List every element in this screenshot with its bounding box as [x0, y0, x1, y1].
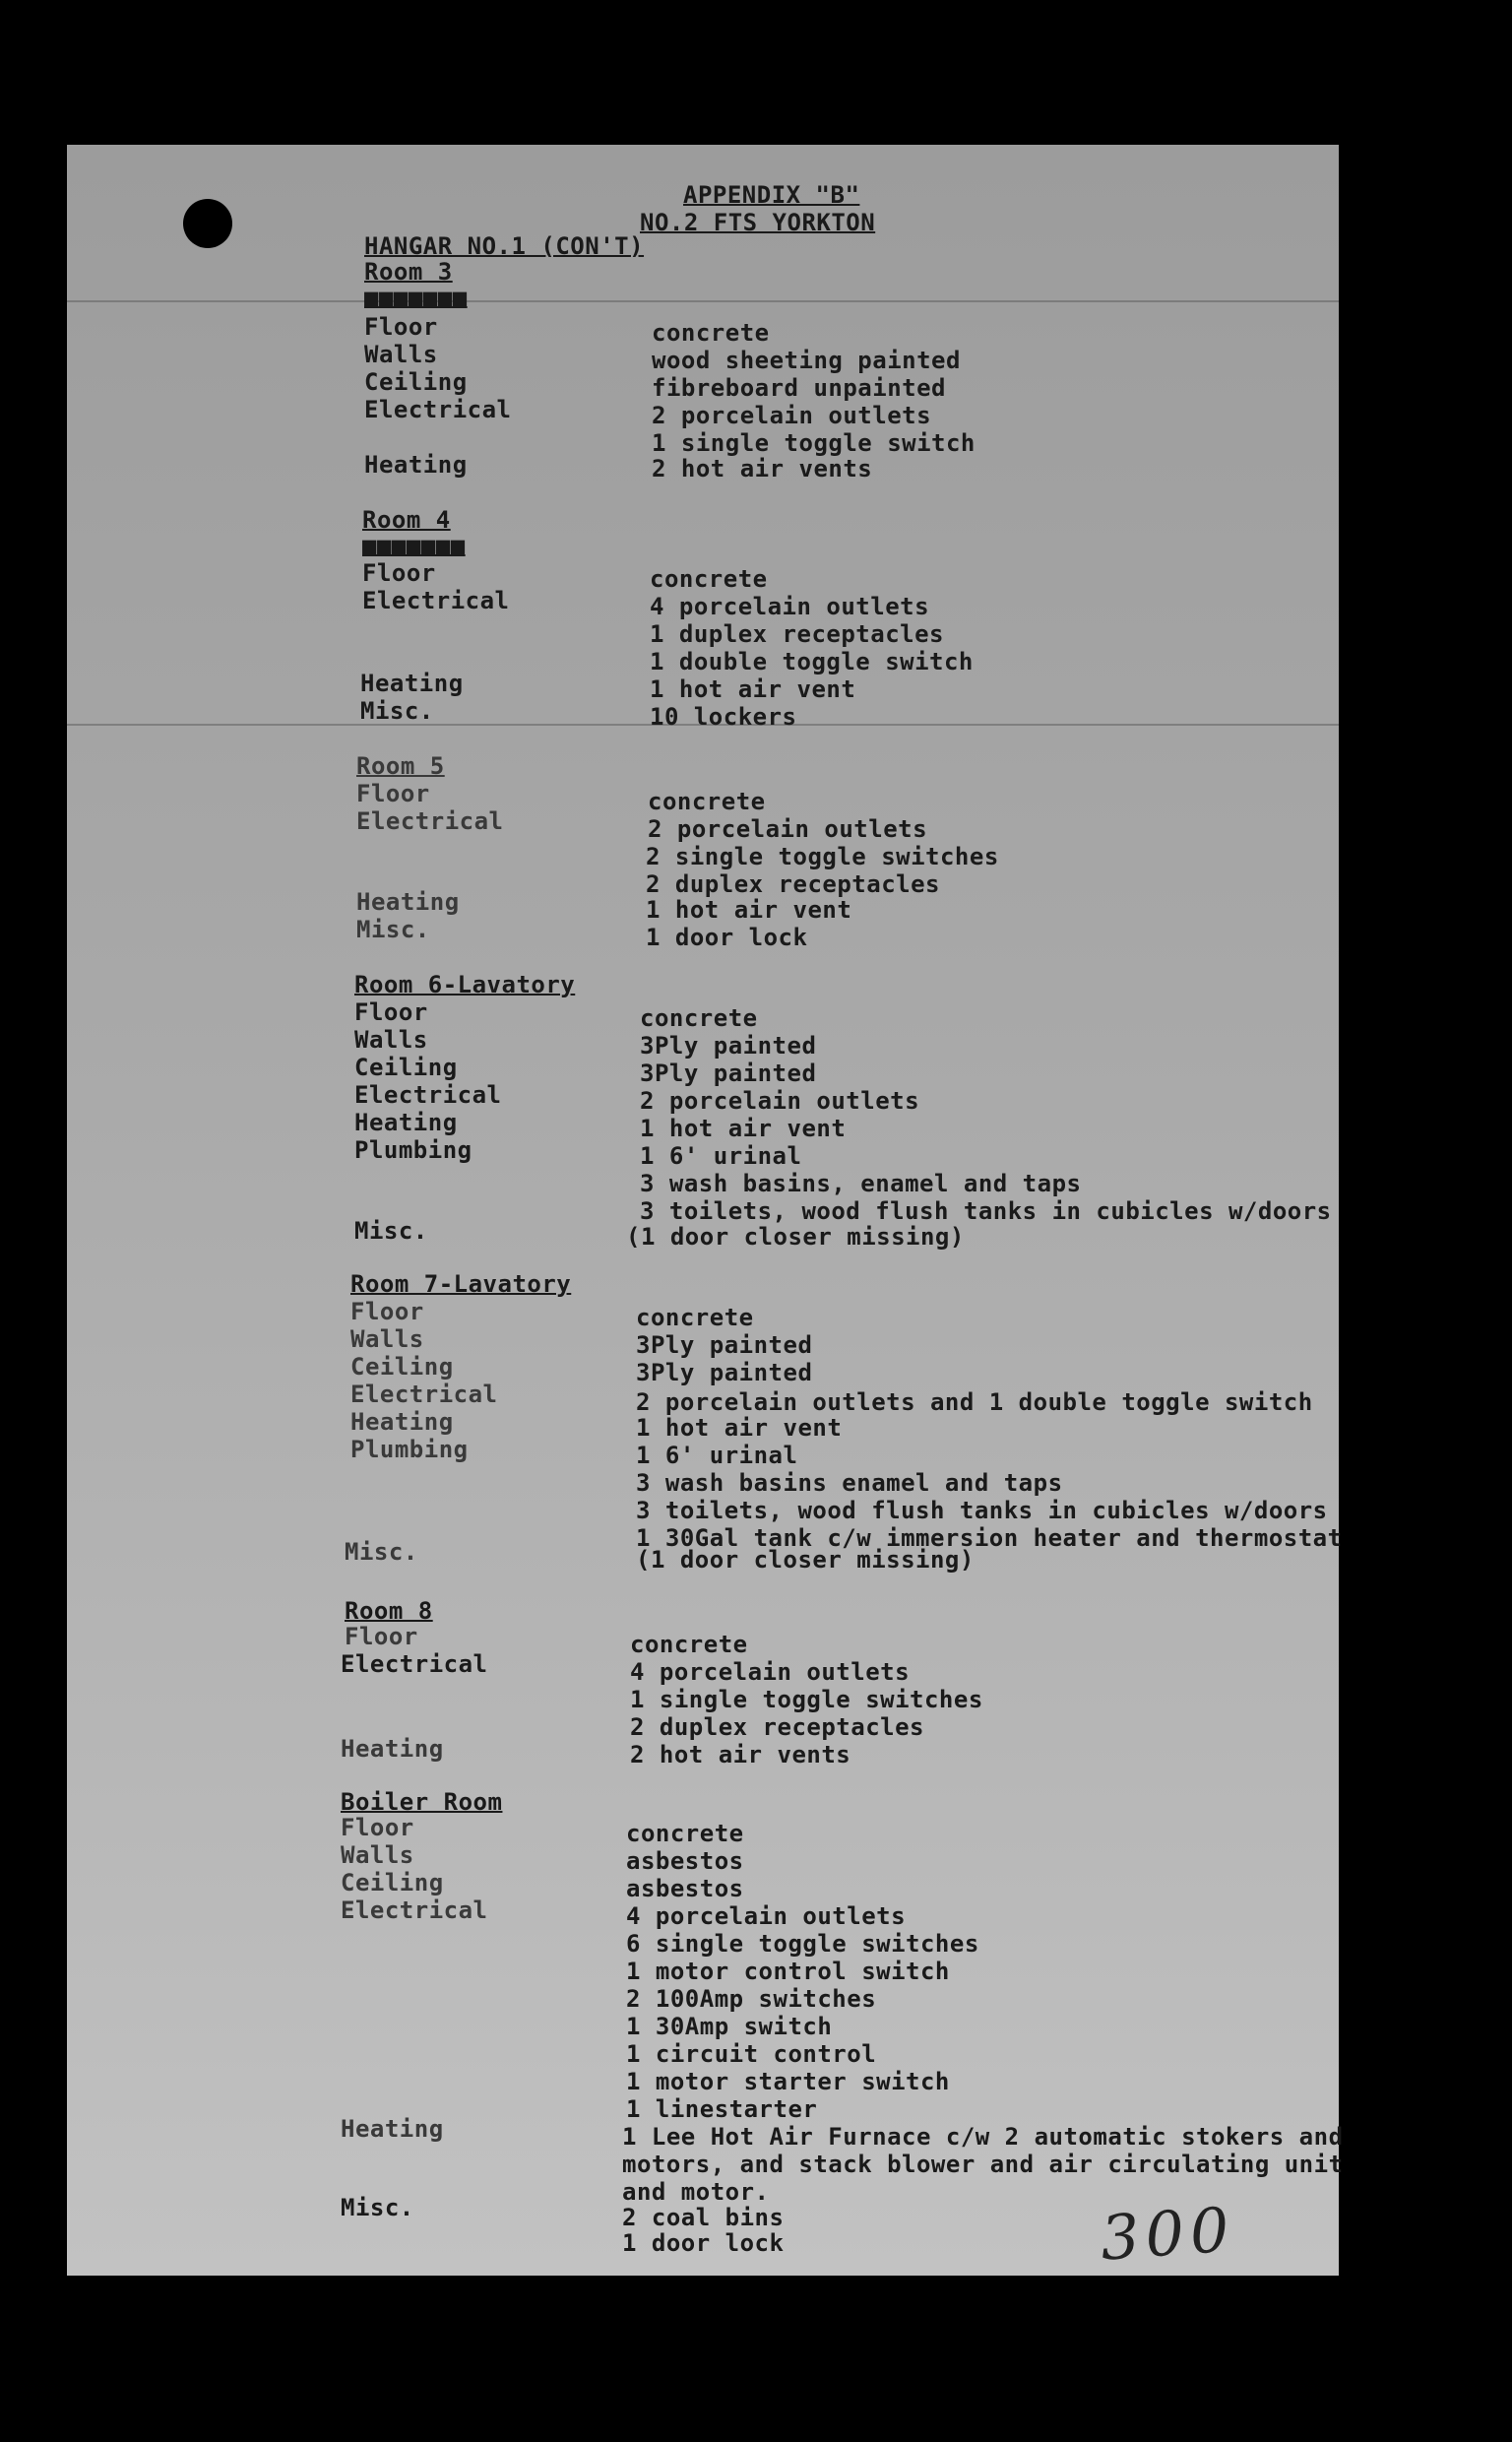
section-title-room-3: Room 3: [364, 258, 453, 286]
row-label: Ceiling: [341, 1869, 444, 1896]
row-value: 2 hot air vents: [630, 1741, 851, 1768]
row-label: Electrical: [362, 587, 510, 614]
row-value: fibreboard unpainted: [652, 374, 946, 402]
row-value: 3 wash basins, enamel and taps: [640, 1170, 1082, 1197]
row-label: Misc.: [341, 2194, 414, 2221]
row-label: Ceiling: [364, 368, 468, 396]
row-label: Heating: [350, 1408, 454, 1436]
row-value: 1 single toggle switch: [652, 429, 976, 457]
row-value: (1 door closer missing): [636, 1546, 975, 1574]
punch-hole: [183, 199, 232, 248]
row-label: Floor: [345, 1623, 418, 1650]
row-label: Floor: [362, 559, 436, 587]
fold-line: [67, 300, 1339, 302]
section-title-room-8: Room 8: [345, 1597, 433, 1625]
handwritten-page-number: 300: [1098, 2193, 1237, 2275]
row-value: 1 Lee Hot Air Furnace c/w 2 automatic stokers and: [622, 2123, 1344, 2151]
row-value: 6 single toggle switches: [626, 1930, 979, 1958]
row-label: Misc.: [354, 1217, 428, 1245]
row-label: Ceiling: [350, 1353, 454, 1381]
row-value: asbestos: [626, 1847, 744, 1875]
row-label: Electrical: [341, 1650, 488, 1678]
row-label: Floor: [341, 1814, 414, 1841]
row-label: Walls: [350, 1325, 424, 1353]
row-value: 4 porcelain outlets: [630, 1658, 911, 1686]
row-value: 1 duplex receptacles: [650, 620, 944, 648]
row-label: Misc.: [356, 916, 430, 943]
row-label: Ceiling: [354, 1054, 458, 1081]
hangar-title: HANGAR NO.1 (CON'T): [364, 232, 645, 260]
row-value: and motor.: [622, 2178, 770, 2206]
row-value: 1 circuit control: [626, 2040, 877, 2068]
appendix-heading: APPENDIX "B": [683, 181, 860, 209]
row-value: 1 door lock: [646, 924, 808, 951]
row-value: 1 motor control switch: [626, 1958, 950, 1985]
row-value: 2 100Amp switches: [626, 1985, 877, 2013]
row-value: 2 porcelain outlets: [652, 402, 932, 429]
row-value: 2 coal bins: [622, 2204, 785, 2231]
row-value: wood sheeting painted: [652, 347, 961, 374]
row-value: 10 lockers: [650, 703, 797, 731]
row-value: 3 wash basins enamel and taps: [636, 1469, 1063, 1497]
row-value: 2 porcelain outlets and 1 double toggle switch: [636, 1388, 1313, 1416]
row-value: concrete: [650, 565, 768, 593]
row-value: 1 hot air vent: [646, 896, 852, 924]
row-label: Electrical: [350, 1381, 498, 1408]
row-label: Misc.: [360, 697, 434, 725]
row-label: Heating: [341, 2115, 444, 2143]
section-subtitle-room-3: ■■■■■■■: [364, 284, 468, 311]
row-value: concrete: [630, 1631, 748, 1658]
row-label: Electrical: [341, 1896, 488, 1924]
row-label: Floor: [356, 780, 430, 807]
row-label: Walls: [341, 1841, 414, 1869]
row-value: 2 duplex receptacles: [630, 1713, 924, 1741]
section-title-room-5: Room 5: [356, 752, 445, 780]
row-value: 2 single toggle switches: [646, 843, 999, 870]
row-value: 1 hot air vent: [636, 1414, 843, 1442]
row-value: 2 hot air vents: [652, 455, 873, 482]
row-value: concrete: [652, 319, 770, 347]
row-value: 2 duplex receptacles: [646, 870, 940, 898]
row-value: 1 30Gal tank c/w immersion heater and thermostat: [636, 1524, 1343, 1552]
row-value: 3Ply painted: [636, 1359, 813, 1386]
row-label: Walls: [364, 341, 438, 368]
section-title-room-4: Room 4: [362, 506, 451, 534]
row-label: Electrical: [364, 396, 512, 423]
row-value: 3Ply painted: [636, 1331, 813, 1359]
row-value: 1 6' urinal: [640, 1142, 802, 1170]
section-title-boiler-room: Boiler Room: [341, 1788, 503, 1816]
row-value: concrete: [636, 1304, 754, 1331]
row-value: 1 double toggle switch: [650, 648, 974, 675]
row-label: Electrical: [354, 1081, 502, 1109]
section-title-room-6: Room 6-Lavatory: [354, 971, 576, 998]
row-value: 1 single toggle switches: [630, 1686, 983, 1713]
row-label: Misc.: [345, 1538, 418, 1566]
row-label: Heating: [341, 1735, 444, 1763]
row-label: Heating: [364, 451, 468, 479]
row-value: (1 door closer missing): [626, 1223, 965, 1251]
row-label: Plumbing: [354, 1136, 472, 1164]
row-label: Electrical: [356, 807, 504, 835]
row-value: 1 motor starter switch: [626, 2068, 950, 2095]
row-value: concrete: [648, 788, 766, 815]
row-value: 3 toilets, wood flush tanks in cubicles w/doors: [640, 1197, 1332, 1225]
row-value: concrete: [626, 1820, 744, 1847]
row-value: motors, and stack blower and air circulating unit: [622, 2151, 1344, 2178]
row-label: Plumbing: [350, 1436, 469, 1463]
row-value: 1 hot air vent: [650, 675, 856, 703]
row-value: 2 porcelain outlets: [648, 815, 928, 843]
row-value: 4 porcelain outlets: [650, 593, 930, 620]
row-value: 2 porcelain outlets: [640, 1087, 920, 1115]
row-label: Floor: [354, 998, 428, 1026]
station-heading: NO.2 FTS YORKTON: [640, 209, 876, 236]
row-value: asbestos: [626, 1875, 744, 1902]
row-label: Floor: [350, 1298, 424, 1325]
row-value: 3 toilets, wood flush tanks in cubicles w/doors: [636, 1497, 1328, 1524]
row-value: concrete: [640, 1004, 758, 1032]
row-value: 1 6' urinal: [636, 1442, 798, 1469]
row-label: Heating: [360, 670, 464, 697]
section-title-room-7: Room 7-Lavatory: [350, 1270, 572, 1298]
row-value: 4 porcelain outlets: [626, 1902, 907, 1930]
row-label: Walls: [354, 1026, 428, 1054]
row-label: Heating: [356, 888, 460, 916]
row-value: 1 linestarter: [626, 2095, 818, 2123]
section-subtitle-room-4: ■■■■■■■: [362, 532, 466, 559]
row-value: 1 door lock: [622, 2229, 785, 2257]
row-value: 3Ply painted: [640, 1032, 817, 1060]
row-value: 3Ply painted: [640, 1060, 817, 1087]
row-value: 1 hot air vent: [640, 1115, 847, 1142]
row-label: Heating: [354, 1109, 458, 1136]
row-label: Floor: [364, 313, 438, 341]
row-value: 1 30Amp switch: [626, 2013, 833, 2040]
